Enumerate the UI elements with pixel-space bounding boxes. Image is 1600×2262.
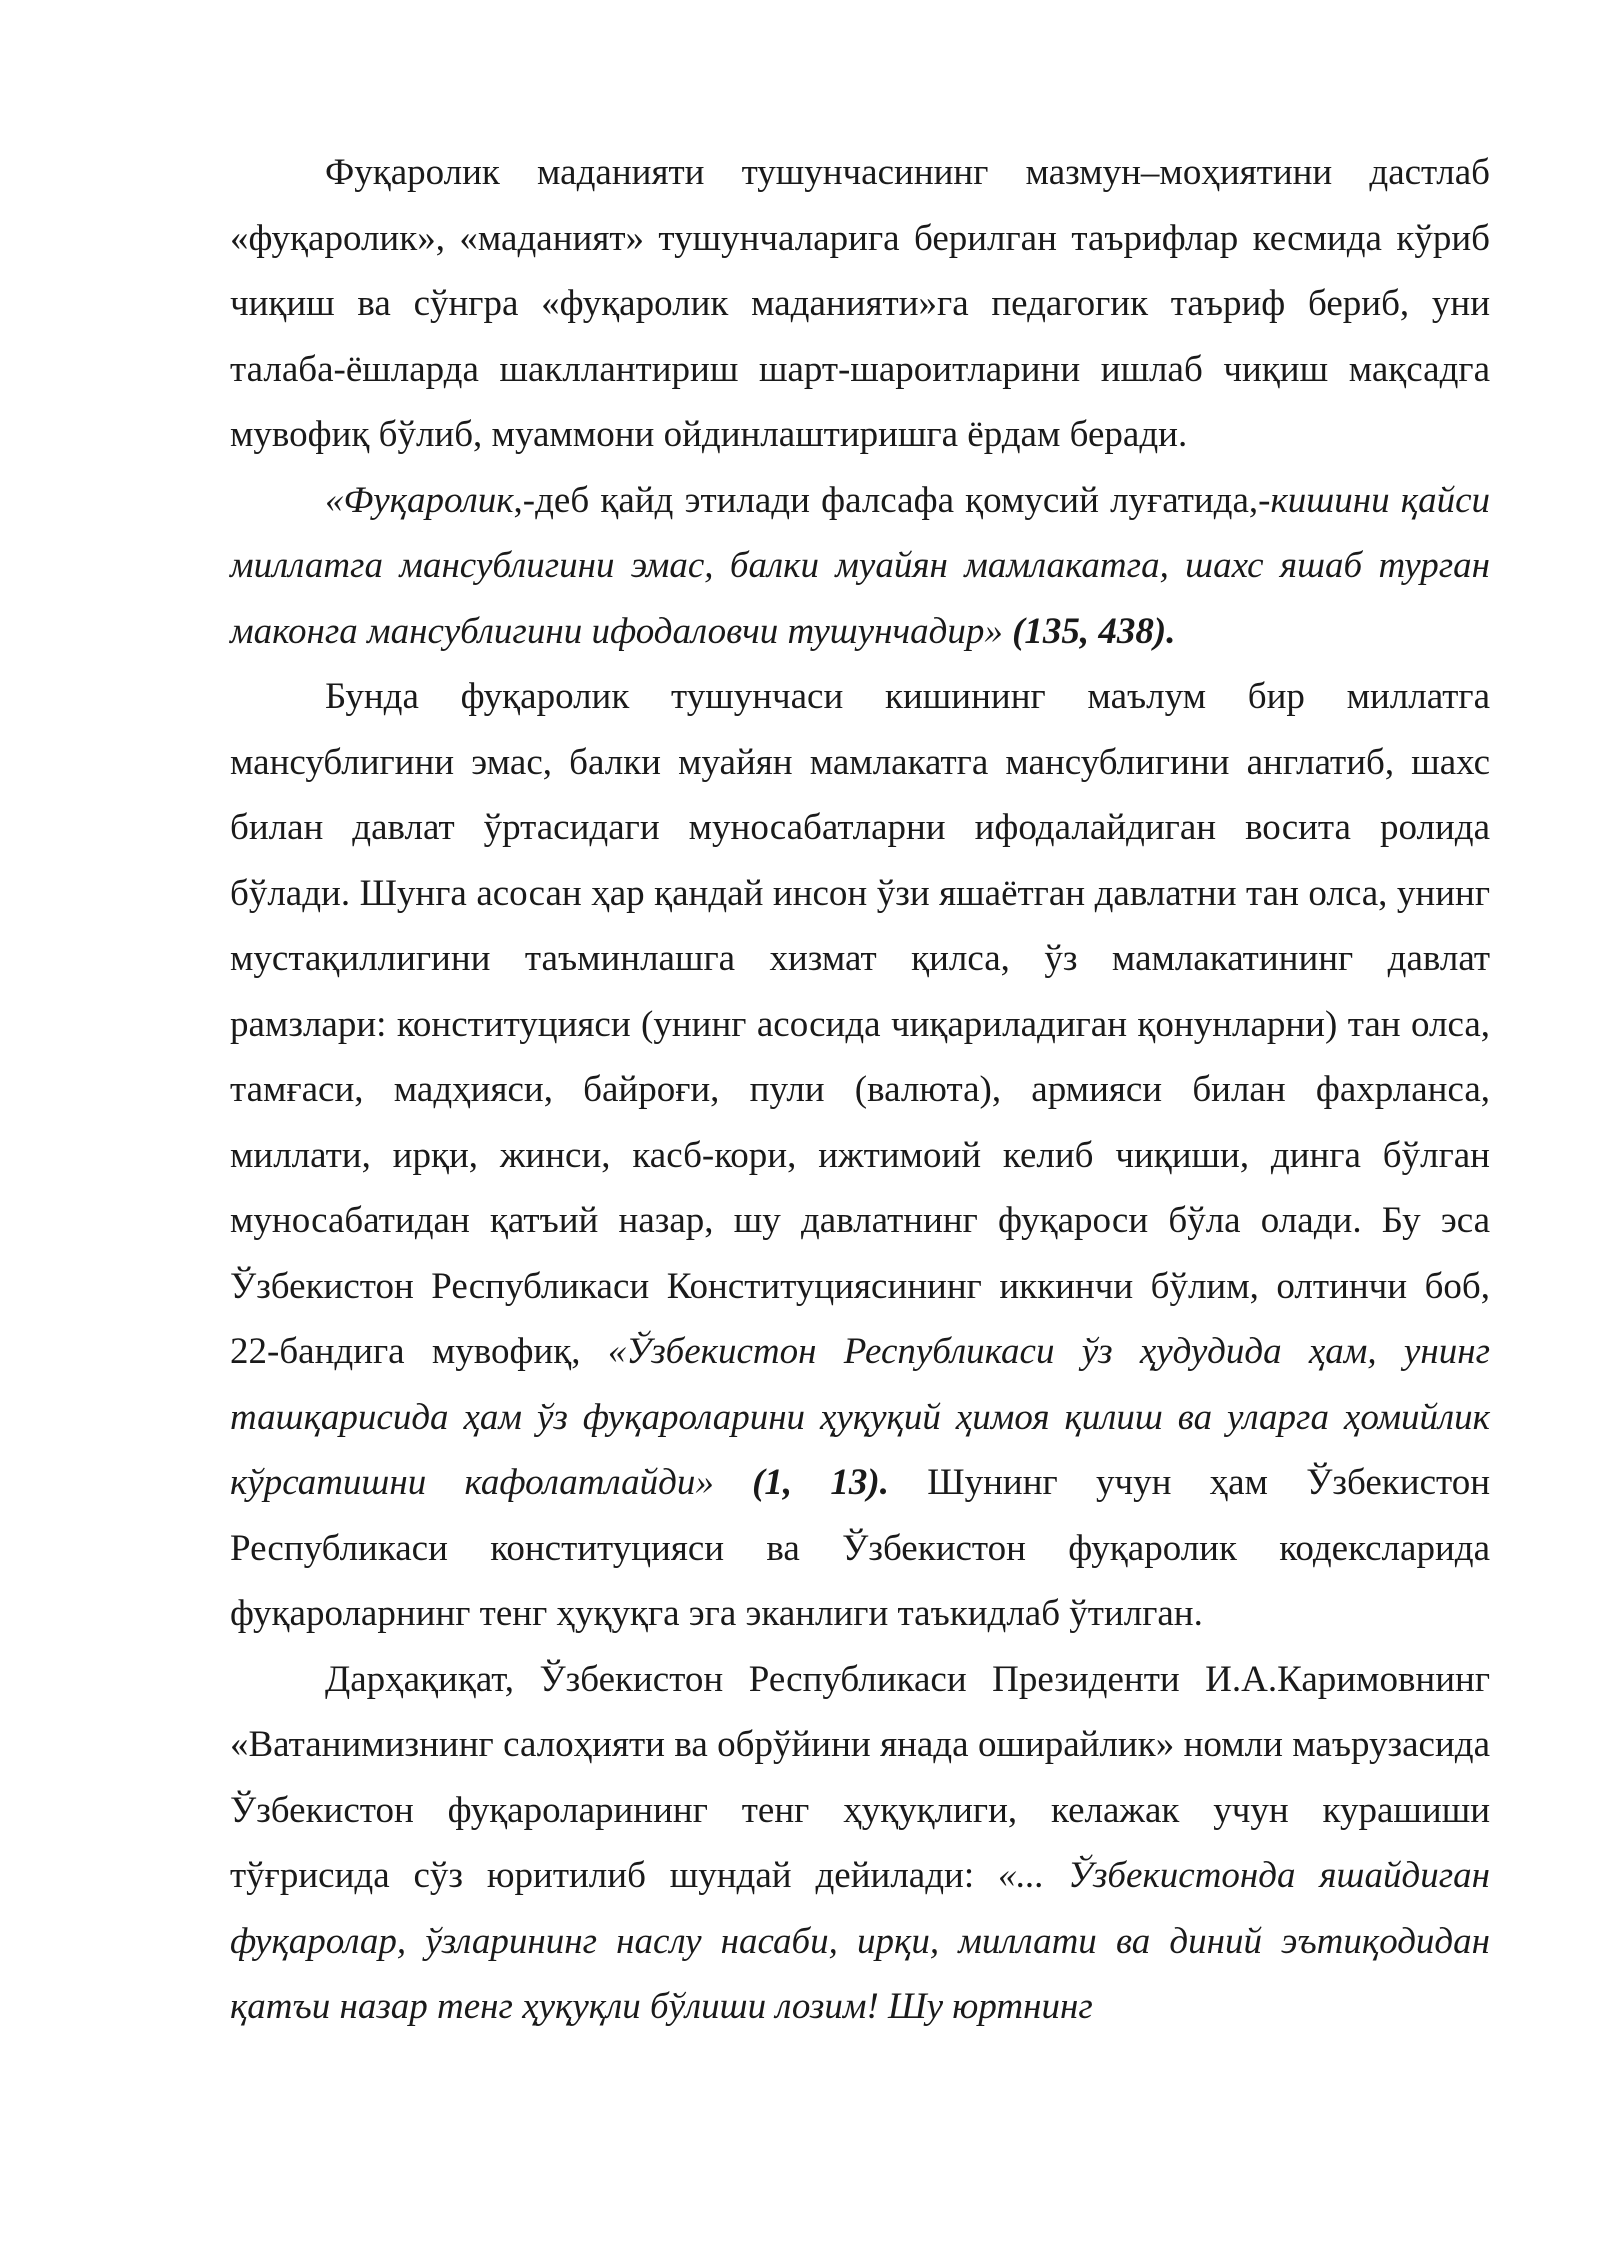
paragraph-4-text: Дарҳақиқат, Ўзбекистон Республикаси Президенти И.А.Каримовнинг «Ватанимизнинг салоҳияти ва обрўйини янада оширайлик» номли маърузасида Ўзбекистон фуқароларининг тенг ҳуқуқлиги, келажак учун курашиши тўғрисида сўз юритилиб шундай дейилади: [230, 1658, 1490, 1896]
paragraph-3 [230, 664, 1490, 1647]
constitution-quote: «Ўзбекистон Республикаси ўз ҳудудида ҳам, унинг ташқарисида ҳам ўз фуқароларини ҳуқуқий ҳимоя қилиш ва уларга ҳомийлик кўрсатишни кафолатлайди» [230, 1331, 1491, 1503]
quote-attribution: ,-деб қайд этилади фалсафа қомусий луғатида,- [513, 479, 1271, 521]
paragraph-2-definition-quote [230, 468, 1490, 665]
paragraph-1 [230, 140, 1490, 468]
president-quote: «... Ўзбекистонда яшайдиган фуқаролар, ўзларининг наслу насаби, ирқи, миллати ва диний эътиқодидан қатъи назар тенг ҳуқуқли бўлиши лозим! Шу юртнинг [230, 1855, 1490, 2027]
citation-reference: (1, 13). [752, 1462, 890, 1503]
paragraph-1-text: Фуқаролик маданияти тушунчасининг мазмун–моҳиятини дастлаб «фуқаролик», «маданият» тушунчаларига берилган таърифлар кесмида кўриб чиқиш ва сўнгра «фуқаролик маданияти»га педагогик таъриф бериб, уни талаба-ёшларда шакллантириш шарт-шароитларини ишлаб чиқиш мақсадга мувофиқ бўлиб, муаммони ойдинлаштиришга ёрдам беради. [230, 152, 1490, 455]
paragraph-3-text-continued: Шунинг учун ҳам Ўзбекистон Республикаси конституцияси ва Ўзбекистон фуқаролик кодексларида фуқароларнинг тенг ҳуқуқга эга эканлиги таъкидлаб ўтилган. [230, 1462, 1490, 1634]
document-page [230, 140, 1490, 2040]
quote-body: кишини қайси миллатга мансублигини эмас, балки муайян мамлакатга, шахс яшаб турган маконга мансублигини ифодаловчи тушунчадир» [230, 479, 1490, 652]
paragraph-4 [230, 1647, 1490, 2040]
paragraph-3-text: Бунда фуқаролик тушунчаси кишининг маълум бир миллатга мансублигини эмас, балки муайян мамлакатга мансублигини англатиб, шахс билан давлат ўртасидаги муносабатларни ифодалайдиган восита ролида бўлади. Шунга асосан ҳар қандай инсон ўзи яшаётган давлатни тан олса, унинг мустақиллигини таъминлашга хизмат қилса, ўз мамлакатининг давлат рамзлари: конституцияси (унинг асосида чиқариладиган қонунларни) тан олса, тамғаси, мадҳияси, байроғи, пули (валюта), армияси билан фахрланса, миллати, ирқи, жинси, касб-кори, ижтимоий келиб чиқиши, динга бўлган муносабатидан қатъий назар, шу давлатнинг фуқароси бўла олади. Бу эса Ўзбекистон Республикаси Конституциясининг иккинчи бўлим, олтинчи боб, 22-бандига мувофиқ, [230, 676, 1490, 1372]
quote-term: «Фуқаролик [325, 479, 514, 521]
citation-reference: (135, 438). [1012, 610, 1176, 652]
